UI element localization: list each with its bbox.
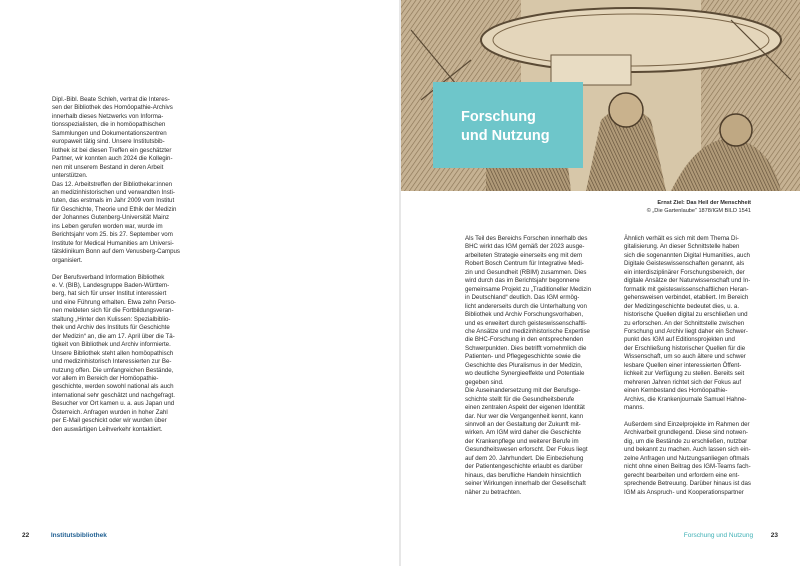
section-label-left: Institutsbibliothek <box>50 532 107 539</box>
page-number-left: 22 <box>22 532 30 539</box>
title-line-1: Forschung <box>461 109 536 125</box>
right-body-column-1: Als Teil des Bereichs Forschen innerhalb des BHC wirkt das IGM gemäß der 2023 ausge- arbeiteten Strategie einerseits eng mit dem Robert Bosch Centrum für Integrative Medi- zin und Gesundheit (RBIM) zusammen. Dies wird durch das im Berichtsjahr begonnene gemeinsame Projekt zu „Traditioneller Medizin in Deutschland“ deutlich. Das IGM ermög- licht andererseits durch die Unterhaltung von Bibliothek und Archiv Forschungsvorhaben, und es erweitert durch geisteswissenschaftli- che Ansätze und medizinhistorische Expertise die BHC-Forschung in den entsprechenden Schwerpunkten. Dies betrifft vornehmlich die Patienten- und Pflegegeschichte sowie die Geschichte des Pluralismus in der Medizin, wo deutliche Synergieeffekte und Potentiale gegeben sind. Die Auseinandersetzung mit der Berufsge- schichte stellt für die Gesundheitsberufe einen zentralen Aspekt der eigenen Identität dar. Nur wer die Vergangenheit kennt, kann sinnvoll an der Gestaltung der Zukunft mit- wirken. Am IGM wird daher die Geschichte der Krankenpflege und weiterer Berufe im Gesundheitswesen erforscht. Der Fokus liegt auf dem 20. Jahrhundert. Die Einbeziehung der Patientengeschichte erlaubt es darüber hinaus, das berufliche Handeln hinsichtlich seiner Wirkungen innerhalb der Gesellschaft näher zu betrachten. <box>465 235 592 496</box>
left-body-text: Dipl.-Bibl. Beate Schleh, vertrat die Interes- sen der Bibliothek des Homöopathie-Archivs innerhalb dieses Netzwerks von Informa- tionsspezialisten, die in homöopathischen Sammlungen und Dokumentationszentren europaweit tätig sind. Unsere Institutsbib- liothek ist bei diesen Treffen ein geschätzter Partner, wir konnten auch 2024 die Kollegin- nen mit unserem Bestand in deren Arbeit unterstützen. Das 12. Arbeitstreffen der Bibliothekar:innen an medizinhistorischen und verwandten Insti- tuten, das erstmals im Jahr 2009 vom Institut für Geschichte, Theorie und Ethik der Medizin der Johannes Gutenberg-Universität Mainz ins Leben gerufen worden war, wurde im Berichtsjahr vom 25. bis 27. September vom Institute for Medical Humanities am Universi- tätsklinikum Bonn auf dem Venusberg-Campus organisiert. Der Berufsverband Information Bibliothek e. V. (BIB), Landesgruppe Baden-Württem- berg, hat sich für unser Institut interessiert und eine Führung erhalten. Etwa zehn Perso- nen meldeten sich für die Fortbildungsveran- staltung „Hinter den Kulissen: Spezialbiblio- thek und Archiv des Instituts für Geschichte der Medizin“ an, die am 17. April über die Tä- tigkeit von Bibliothek und Archiv informierte. Unsere Bibliothek steht allen homöopathisch und medizinhistorisch Interessierten zur Be- nutzung offen. Die umfangreichen Bestände, vor allem im Bereich der Homöopathie- geschichte, werden sowohl national als auch international sehr geschätzt und nachgefragt. Besucher vor Ort kamen u. a. aus Japan und Österreich. Anfragen wurden in hoher Zahl per E-Mail geschickt oder wir wurden über den auswärtigen Leihverkehr kontaktiert. <box>52 96 180 433</box>
title-line-2: und Nutzung <box>461 128 550 144</box>
left-footer <box>22 532 107 539</box>
caption-title: Ernst Ziel: Das Heil der Menschheit <box>657 200 751 206</box>
image-caption <box>647 199 751 215</box>
page-number-right: 23 <box>770 532 778 539</box>
caption-credit: © „Die Gartenlaube“ 1878/IGM BILD 1541 <box>646 208 751 214</box>
right-body-column-2: Ähnlich verhält es sich mit dem Thema Di- gitalisierung. An dieser Schnittstelle haben sich die sogenannten Digital Humanities, auch Digitale Geisteswissenschaften genannt, als ein interdisziplinärer Forschungsbereich, der digitale Ansätze der Naturwissenschaft und In- formatik mit geisteswissenschaftlichen Heran- gehensweisen verbindet, etabliert. Im Bereich der Medizingeschichte bedeutet dies, u. a. historische Quellen digital zu erschließen und zu erforschen. An der Schnittstelle zwischen Forschung und Archiv liegt daher ein Schwer- punkt des IGM auf Editionsprojekten und der Erschließung historischer Quellen für die Wissenschaft, um so auch ältere und schwer lesbare Quellen einer interessierten Öffent- lichkeit zur Verfügung zu stellen. Bereits seit mehreren Jahren richtet sich der Fokus auf einen Kernbestand des Homöopathie- Archivs, die Krankenjournale Samuel Hahne- manns. Außerdem sind Einzelprojekte im Rahmen der Archivarbeit grundlegend. Diese sind notwen- dig, um die Bestände zu erschließen, nutzbar und bekannt zu machen. Auch lassen sich ein- zelne Anfragen und Nutzungsanliegen oftmals nicht ohne einen Beitrag des IGM-Teams fach- gerecht bearbeiten und erfordern eine ent- sprechende Betreuung. Darüber hinaus ist das IGM als Anspruch- und Kooperationspartner <box>624 235 751 496</box>
section-title-box <box>433 82 583 168</box>
section-label-right: Forschung und Nutzung <box>683 532 754 539</box>
right-footer <box>684 532 778 539</box>
